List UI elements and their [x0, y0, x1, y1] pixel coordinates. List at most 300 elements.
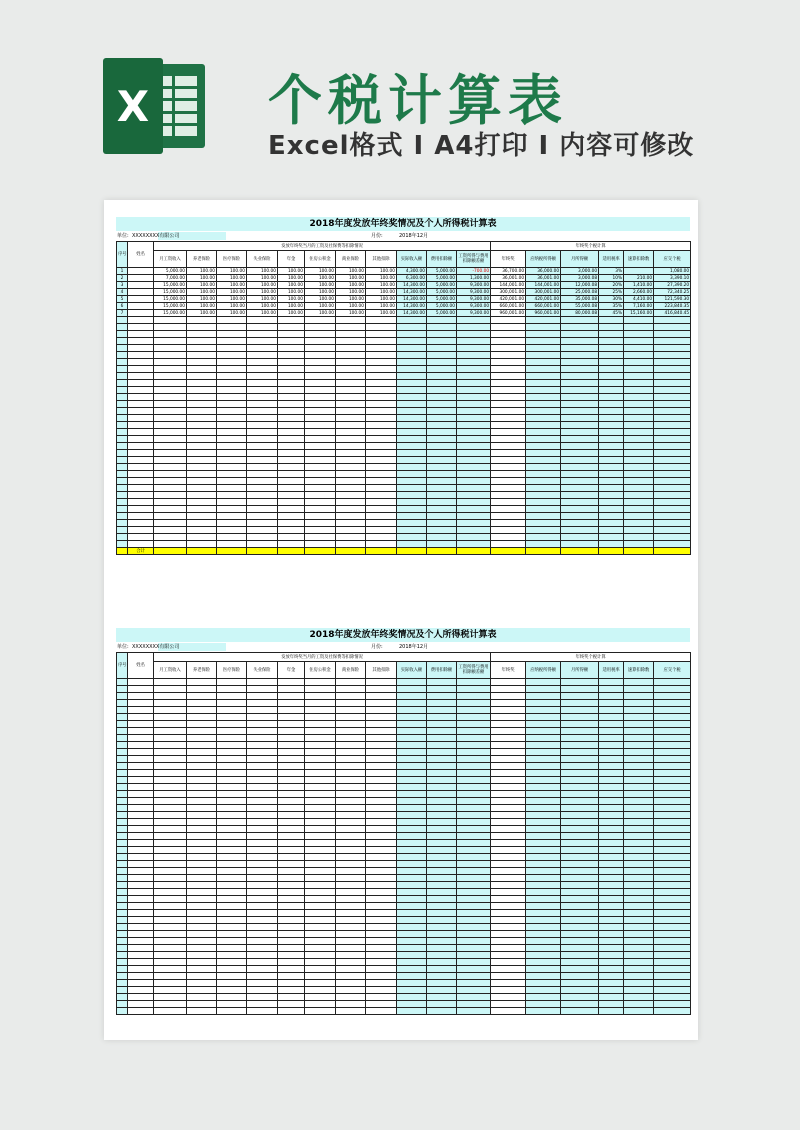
table-cell[interactable] [217, 973, 247, 980]
table-cell[interactable] [457, 527, 491, 534]
table-cell[interactable] [427, 721, 457, 728]
table-cell[interactable] [561, 735, 599, 742]
table-cell[interactable] [654, 317, 691, 324]
table-cell[interactable] [187, 735, 217, 742]
table-cell[interactable] [366, 798, 397, 805]
table-cell[interactable] [128, 408, 154, 415]
table-cell[interactable] [427, 952, 457, 959]
table-cell[interactable] [427, 693, 457, 700]
table-cell[interactable] [457, 506, 491, 513]
table-cell[interactable] [336, 359, 366, 366]
table-cell[interactable] [457, 833, 491, 840]
table-cell[interactable] [117, 679, 128, 686]
table-cell[interactable] [397, 931, 427, 938]
table-cell[interactable] [654, 756, 691, 763]
table-cell[interactable] [305, 499, 336, 506]
table-cell[interactable] [561, 959, 599, 966]
table-cell[interactable] [366, 938, 397, 945]
table-cell[interactable] [278, 721, 305, 728]
table-cell[interactable] [457, 373, 491, 380]
table-cell[interactable] [457, 721, 491, 728]
table-cell[interactable] [526, 520, 561, 527]
table-cell[interactable] [217, 917, 247, 924]
table-cell[interactable] [427, 735, 457, 742]
table-cell[interactable] [654, 492, 691, 499]
table-cell[interactable] [128, 471, 154, 478]
table-cell[interactable] [187, 938, 217, 945]
table-cell[interactable] [187, 415, 217, 422]
table-cell[interactable] [624, 492, 654, 499]
table-cell[interactable]: 100.00 [366, 310, 397, 317]
table-cell[interactable] [526, 513, 561, 520]
table-cell[interactable] [624, 896, 654, 903]
table-cell[interactable]: 3 [117, 282, 128, 289]
table-cell[interactable] [154, 945, 187, 952]
table-cell[interactable] [599, 506, 624, 513]
table-cell[interactable] [187, 401, 217, 408]
table-cell[interactable] [305, 784, 336, 791]
table-cell[interactable] [526, 840, 561, 847]
table-cell[interactable] [217, 338, 247, 345]
table-cell[interactable] [457, 889, 491, 896]
table-cell[interactable] [278, 861, 305, 868]
table-cell[interactable]: -700.00 [457, 268, 491, 275]
table-cell[interactable] [624, 777, 654, 784]
table-cell[interactable] [491, 331, 526, 338]
table-cell[interactable] [427, 756, 457, 763]
table-cell[interactable] [366, 686, 397, 693]
table-cell[interactable] [491, 791, 526, 798]
table-cell[interactable] [187, 345, 217, 352]
table-cell[interactable] [491, 464, 526, 471]
table-cell[interactable] [561, 791, 599, 798]
table-cell[interactable] [526, 889, 561, 896]
table-cell[interactable] [491, 721, 526, 728]
table-cell[interactable] [457, 485, 491, 492]
table-cell[interactable] [217, 735, 247, 742]
table-cell[interactable] [654, 408, 691, 415]
table-cell[interactable] [624, 415, 654, 422]
table-cell[interactable] [491, 756, 526, 763]
table-cell[interactable] [366, 826, 397, 833]
table-cell[interactable] [427, 366, 457, 373]
table-cell[interactable] [457, 457, 491, 464]
table-cell[interactable] [624, 882, 654, 889]
table-cell[interactable] [217, 527, 247, 534]
table-cell[interactable] [336, 457, 366, 464]
table-cell[interactable] [491, 506, 526, 513]
table-cell[interactable] [397, 679, 427, 686]
table-cell[interactable] [397, 380, 427, 387]
table-cell[interactable] [305, 1008, 336, 1015]
table-cell[interactable] [154, 917, 187, 924]
table-cell[interactable] [561, 686, 599, 693]
table-cell[interactable] [427, 882, 457, 889]
table-cell[interactable] [654, 952, 691, 959]
table-cell[interactable] [561, 931, 599, 938]
table-cell[interactable] [117, 513, 128, 520]
table-cell[interactable] [366, 980, 397, 987]
table-cell[interactable] [526, 763, 561, 770]
table-cell[interactable] [305, 359, 336, 366]
table-cell[interactable] [305, 429, 336, 436]
table-cell[interactable] [599, 436, 624, 443]
table-cell[interactable] [561, 952, 599, 959]
table-cell[interactable] [278, 471, 305, 478]
table-cell[interactable] [128, 282, 154, 289]
table-cell[interactable] [278, 429, 305, 436]
table-cell[interactable] [427, 707, 457, 714]
table-cell[interactable] [117, 728, 128, 735]
table-cell[interactable] [336, 317, 366, 324]
table-cell[interactable] [336, 875, 366, 882]
table-cell[interactable] [457, 910, 491, 917]
table-cell[interactable] [305, 394, 336, 401]
table-cell[interactable] [561, 896, 599, 903]
table-cell[interactable] [187, 478, 217, 485]
table-cell[interactable] [187, 506, 217, 513]
table-cell[interactable] [654, 352, 691, 359]
table-cell[interactable] [187, 882, 217, 889]
table-cell[interactable] [247, 436, 278, 443]
table-cell[interactable] [561, 373, 599, 380]
table-cell[interactable] [624, 324, 654, 331]
table-cell[interactable] [397, 686, 427, 693]
table-cell[interactable] [654, 819, 691, 826]
table-cell[interactable] [526, 527, 561, 534]
table-cell[interactable] [397, 352, 427, 359]
table-cell[interactable] [336, 798, 366, 805]
table-cell[interactable] [427, 464, 457, 471]
table-cell[interactable] [427, 492, 457, 499]
table-cell[interactable] [154, 534, 187, 541]
table-cell[interactable] [491, 366, 526, 373]
table-cell[interactable] [217, 819, 247, 826]
table-cell[interactable] [624, 987, 654, 994]
table-cell[interactable] [457, 387, 491, 394]
table-cell[interactable] [336, 387, 366, 394]
table-cell[interactable] [305, 791, 336, 798]
table-cell[interactable] [526, 980, 561, 987]
table-cell[interactable] [427, 938, 457, 945]
table-cell[interactable] [128, 938, 154, 945]
table-cell[interactable] [491, 903, 526, 910]
table-cell[interactable] [154, 910, 187, 917]
table-cell[interactable] [154, 527, 187, 534]
table-cell[interactable] [117, 812, 128, 819]
table-cell[interactable] [128, 889, 154, 896]
table-cell[interactable] [427, 819, 457, 826]
table-cell[interactable] [526, 534, 561, 541]
table-cell[interactable] [624, 812, 654, 819]
table-cell[interactable] [654, 910, 691, 917]
table-cell[interactable] [624, 534, 654, 541]
table-cell[interactable] [561, 471, 599, 478]
table-cell[interactable] [457, 749, 491, 756]
table-cell[interactable] [561, 994, 599, 1001]
table-cell[interactable] [526, 910, 561, 917]
table-cell[interactable] [305, 735, 336, 742]
table-cell[interactable] [491, 450, 526, 457]
table-cell[interactable] [154, 338, 187, 345]
table-cell[interactable] [491, 959, 526, 966]
table-cell[interactable] [491, 471, 526, 478]
table-cell[interactable] [561, 331, 599, 338]
table-cell[interactable] [526, 721, 561, 728]
table-cell[interactable] [336, 541, 366, 548]
table-cell[interactable] [624, 903, 654, 910]
table-cell[interactable] [491, 854, 526, 861]
table-cell[interactable] [427, 429, 457, 436]
table-cell[interactable] [561, 499, 599, 506]
table-cell[interactable] [128, 541, 154, 548]
table-cell[interactable] [561, 401, 599, 408]
table-cell[interactable] [491, 742, 526, 749]
table-cell[interactable] [187, 331, 217, 338]
table-cell[interactable] [427, 749, 457, 756]
table-cell[interactable] [187, 784, 217, 791]
table-cell[interactable] [117, 527, 128, 534]
table-cell[interactable] [561, 945, 599, 952]
table-cell[interactable]: 1,300.00 [457, 275, 491, 282]
table-cell[interactable] [217, 798, 247, 805]
table-cell[interactable] [427, 485, 457, 492]
table-cell[interactable] [187, 359, 217, 366]
table-cell[interactable] [457, 401, 491, 408]
table-cell[interactable] [278, 812, 305, 819]
table-cell[interactable] [491, 966, 526, 973]
table-cell[interactable] [599, 882, 624, 889]
table-cell[interactable] [278, 366, 305, 373]
table-cell[interactable] [187, 973, 217, 980]
table-cell[interactable] [427, 889, 457, 896]
table-cell[interactable] [336, 707, 366, 714]
table-cell[interactable]: 25% [599, 289, 624, 296]
table-cell[interactable] [128, 840, 154, 847]
table-cell[interactable] [247, 931, 278, 938]
table-cell[interactable] [654, 945, 691, 952]
table-cell[interactable] [128, 826, 154, 833]
table-cell[interactable] [457, 471, 491, 478]
table-cell[interactable] [526, 875, 561, 882]
table-cell[interactable] [526, 429, 561, 436]
table-cell[interactable] [427, 903, 457, 910]
table-cell[interactable] [187, 798, 217, 805]
table-cell[interactable] [561, 910, 599, 917]
table-cell[interactable]: 10% [599, 275, 624, 282]
table-cell[interactable] [397, 742, 427, 749]
table-cell[interactable] [654, 686, 691, 693]
table-cell[interactable] [561, 966, 599, 973]
table-cell[interactable] [526, 938, 561, 945]
table-cell[interactable] [128, 275, 154, 282]
table-cell[interactable] [457, 693, 491, 700]
table-cell[interactable] [491, 415, 526, 422]
table-cell[interactable] [305, 331, 336, 338]
table-cell[interactable] [154, 791, 187, 798]
table-cell[interactable] [457, 763, 491, 770]
table-cell[interactable] [117, 338, 128, 345]
table-cell[interactable] [624, 394, 654, 401]
table-cell[interactable] [397, 952, 427, 959]
table-cell[interactable] [624, 938, 654, 945]
table-cell[interactable] [247, 380, 278, 387]
table-cell[interactable] [117, 345, 128, 352]
table-cell[interactable]: 300,001.00 [526, 289, 561, 296]
table-cell[interactable]: 30% [599, 296, 624, 303]
table-cell[interactable] [336, 499, 366, 506]
table-cell[interactable]: 100.00 [217, 303, 247, 310]
table-cell[interactable] [561, 714, 599, 721]
table-cell[interactable] [217, 352, 247, 359]
table-cell[interactable] [491, 728, 526, 735]
table-cell[interactable] [187, 380, 217, 387]
table-cell[interactable] [599, 826, 624, 833]
table-cell[interactable] [624, 931, 654, 938]
table-cell[interactable] [247, 987, 278, 994]
table-cell[interactable] [128, 952, 154, 959]
table-cell[interactable]: 45% [599, 310, 624, 317]
table-cell[interactable] [128, 303, 154, 310]
table-cell[interactable] [117, 408, 128, 415]
table-cell[interactable] [128, 527, 154, 534]
table-cell[interactable] [624, 471, 654, 478]
table-cell[interactable] [397, 994, 427, 1001]
table-cell[interactable] [278, 945, 305, 952]
table-cell[interactable] [117, 749, 128, 756]
table-cell[interactable] [278, 735, 305, 742]
table-cell[interactable] [624, 268, 654, 275]
table-cell[interactable] [427, 812, 457, 819]
table-cell[interactable] [187, 485, 217, 492]
table-cell[interactable] [491, 987, 526, 994]
table-cell[interactable] [397, 345, 427, 352]
table-cell[interactable] [457, 917, 491, 924]
table-cell[interactable]: 5,000.00 [427, 268, 457, 275]
table-cell[interactable] [491, 819, 526, 826]
table-cell[interactable] [561, 464, 599, 471]
table-cell[interactable] [491, 994, 526, 1001]
table-cell[interactable] [247, 527, 278, 534]
table-cell[interactable] [247, 541, 278, 548]
table-cell[interactable] [305, 686, 336, 693]
table-cell[interactable] [526, 917, 561, 924]
table-cell[interactable] [117, 770, 128, 777]
table-cell[interactable] [128, 798, 154, 805]
table-cell[interactable] [397, 728, 427, 735]
table-cell[interactable] [526, 457, 561, 464]
table-cell[interactable] [526, 854, 561, 861]
table-cell[interactable] [117, 373, 128, 380]
table-cell[interactable] [526, 345, 561, 352]
table-cell[interactable] [366, 436, 397, 443]
table-cell[interactable] [366, 443, 397, 450]
table-cell[interactable] [187, 408, 217, 415]
table-cell[interactable] [491, 443, 526, 450]
table-cell[interactable] [336, 756, 366, 763]
table-cell[interactable] [599, 945, 624, 952]
table-cell[interactable] [526, 471, 561, 478]
table-cell[interactable] [526, 338, 561, 345]
table-cell[interactable] [247, 791, 278, 798]
table-cell[interactable] [187, 840, 217, 847]
table-cell[interactable] [247, 756, 278, 763]
table-cell[interactable] [624, 317, 654, 324]
table-cell[interactable] [366, 380, 397, 387]
table-cell[interactable] [397, 422, 427, 429]
table-cell[interactable] [561, 513, 599, 520]
table-cell[interactable] [278, 534, 305, 541]
table-cell[interactable] [654, 373, 691, 380]
table-cell[interactable] [526, 436, 561, 443]
table-cell[interactable] [599, 742, 624, 749]
table-cell[interactable] [599, 791, 624, 798]
table-cell[interactable] [457, 938, 491, 945]
table-cell[interactable] [624, 728, 654, 735]
table-cell[interactable] [305, 541, 336, 548]
table-cell[interactable]: 9,300.00 [457, 282, 491, 289]
table-cell[interactable] [397, 714, 427, 721]
table-cell[interactable]: 14,300.00 [397, 289, 427, 296]
table-cell[interactable] [491, 499, 526, 506]
table-cell[interactable] [561, 917, 599, 924]
table-cell[interactable] [491, 317, 526, 324]
table-cell[interactable] [397, 506, 427, 513]
table-cell[interactable] [561, 693, 599, 700]
table-cell[interactable] [491, 345, 526, 352]
table-cell[interactable] [117, 896, 128, 903]
table-cell[interactable] [654, 387, 691, 394]
table-cell[interactable] [654, 833, 691, 840]
table-cell[interactable] [187, 679, 217, 686]
table-cell[interactable] [526, 401, 561, 408]
table-cell[interactable] [397, 541, 427, 548]
table-cell[interactable] [305, 994, 336, 1001]
table-cell[interactable] [526, 506, 561, 513]
table-cell[interactable] [427, 352, 457, 359]
table-cell[interactable] [154, 464, 187, 471]
table-cell[interactable] [117, 1008, 128, 1015]
table-cell[interactable] [117, 429, 128, 436]
table-cell[interactable] [526, 422, 561, 429]
table-cell[interactable] [427, 917, 457, 924]
table-cell[interactable] [427, 408, 457, 415]
table-cell[interactable] [154, 352, 187, 359]
table-cell[interactable] [305, 436, 336, 443]
table-cell[interactable] [457, 317, 491, 324]
table-cell[interactable] [278, 805, 305, 812]
table-cell[interactable]: 121,590.30 [654, 296, 691, 303]
table-cell[interactable] [305, 882, 336, 889]
table-cell[interactable] [561, 924, 599, 931]
table-cell[interactable] [366, 492, 397, 499]
table-cell[interactable] [278, 917, 305, 924]
table-cell[interactable]: 5,000.00 [154, 268, 187, 275]
table-cell[interactable] [457, 331, 491, 338]
table-cell[interactable] [366, 819, 397, 826]
table-cell[interactable] [561, 534, 599, 541]
table-cell[interactable] [427, 541, 457, 548]
table-cell[interactable] [217, 910, 247, 917]
table-cell[interactable] [427, 324, 457, 331]
table-cell[interactable] [654, 735, 691, 742]
table-cell[interactable]: 100.00 [336, 310, 366, 317]
table-cell[interactable] [397, 693, 427, 700]
table-cell[interactable]: 144,001.00 [526, 282, 561, 289]
table-cell[interactable] [154, 366, 187, 373]
table-cell[interactable] [491, 770, 526, 777]
table-cell[interactable] [187, 471, 217, 478]
